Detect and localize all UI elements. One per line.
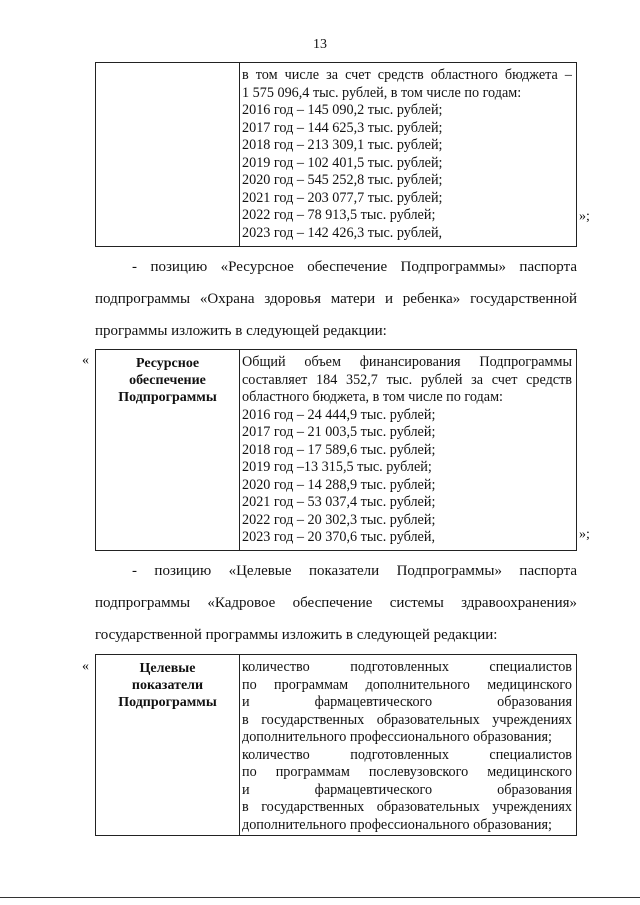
label-line: показатели — [131, 678, 204, 693]
value-line: 2023 год – 20 370,6 тыс. рублей, — [242, 529, 435, 545]
paragraph-line: программы изложить в следующей редакции: — [95, 323, 387, 339]
value-line: областного бюджета, в том числе по годам: — [242, 389, 503, 405]
value-line: 2023 год – 142 426,3 тыс. рублей, — [242, 224, 443, 241]
closing-quote: »; — [579, 209, 590, 224]
value-line: 2020 год – 545 252,8 тыс. рублей; — [242, 172, 443, 188]
paragraph-line: - позицию «Целевые показатели Подпрограммы» паспорта — [132, 563, 577, 579]
value-line: 2019 год – 102 401,5 тыс. рублей; — [242, 154, 443, 171]
value-line: количество подготовленных специалистов — [242, 746, 572, 763]
amendment-paragraph — [95, 561, 577, 657]
value-line: составляет 184 352,7 тыс. рублей за счет средств — [242, 371, 572, 388]
value-lines — [239, 655, 576, 834]
paragraph-line: подпрограммы «Кадровое обеспечение системы здравоохранения» — [95, 595, 577, 611]
label-line: обеспечение — [129, 373, 206, 388]
value-line: 2018 год – 17 589,6 тыс. рублей; — [242, 441, 436, 458]
paragraph-line: государственной программы изложить в следующей редакции: — [95, 627, 498, 643]
value-line: дополнительного профессионального образования; — [242, 816, 552, 833]
amendment-paragraph — [95, 257, 577, 353]
value-line: 2016 год – 145 090,2 тыс. рублей; — [242, 102, 443, 118]
opening-quote: « — [82, 353, 89, 368]
value-line: 2017 год – 144 625,3 тыс. рублей; — [242, 119, 443, 136]
value-line: 2022 год – 20 302,3 тыс. рублей; — [242, 511, 436, 528]
value-line: 2021 год – 53 037,4 тыс. рублей; — [242, 494, 436, 510]
value-line: по программам послевузовского медицинского — [242, 764, 572, 780]
resource-table — [95, 349, 577, 551]
value-line: дополнительного профессионального образования; — [242, 729, 552, 745]
value-line: в государственных образовательных учреждениях — [242, 799, 572, 815]
value-line: количество подготовленных специалистов — [242, 659, 572, 675]
label-line: Целевые — [139, 661, 196, 676]
label-line: Ресурсное — [135, 356, 200, 371]
value-line: в том числе за счет средств областного бюджета – — [242, 67, 572, 83]
value-line: 2017 год – 21 003,5 тыс. рублей; — [242, 424, 436, 440]
table-label-cell-empty — [95, 63, 240, 246]
value-line: 2022 год – 78 913,5 тыс. рублей; — [242, 207, 436, 223]
targets-table — [95, 654, 577, 836]
value-line: в государственных образовательных учреждениях — [242, 711, 572, 728]
paragraph-line: подпрограммы «Охрана здоровья матери и ребенка» государственной — [95, 291, 577, 307]
row-label — [96, 350, 239, 406]
value-line: Общий объем финансирования Подпрограммы — [242, 354, 572, 370]
value-line: 1 575 096,4 тыс. рублей, в том числе по годам: — [242, 84, 522, 101]
label-line: Подпрограммы — [118, 695, 217, 710]
closing-quote: »; — [579, 527, 590, 542]
value-lines — [239, 63, 576, 242]
page-number: 13 — [313, 37, 327, 52]
table-value-cell — [239, 655, 577, 835]
bottom-rule — [0, 897, 640, 898]
value-lines — [239, 350, 576, 547]
label-line: Подпрограммы — [118, 390, 217, 405]
value-line: 2016 год – 24 444,9 тыс. рублей; — [242, 406, 436, 423]
opening-quote: « — [82, 659, 89, 674]
table-value-cell — [239, 350, 577, 550]
row-label — [96, 655, 239, 711]
value-line: 2019 год –13 315,5 тыс. рублей; — [242, 459, 432, 475]
table-value-cell — [239, 63, 577, 246]
table-label-cell — [95, 655, 240, 835]
value-line: 2018 год – 213 309,1 тыс. рублей; — [242, 137, 443, 153]
value-line: по программам дополнительного медицинского — [242, 676, 572, 693]
table-label-cell — [95, 350, 240, 550]
value-line: и фармацевтического образования — [242, 781, 572, 798]
value-line: 2020 год – 14 288,9 тыс. рублей; — [242, 476, 436, 493]
value-line: и фармацевтического образования — [242, 694, 572, 710]
table-continuation — [95, 62, 577, 247]
value-line: 2021 год – 203 077,7 тыс. рублей; — [242, 189, 443, 206]
paragraph-line: - позицию «Ресурсное обеспечение Подпрограммы» паспорта — [132, 259, 577, 275]
